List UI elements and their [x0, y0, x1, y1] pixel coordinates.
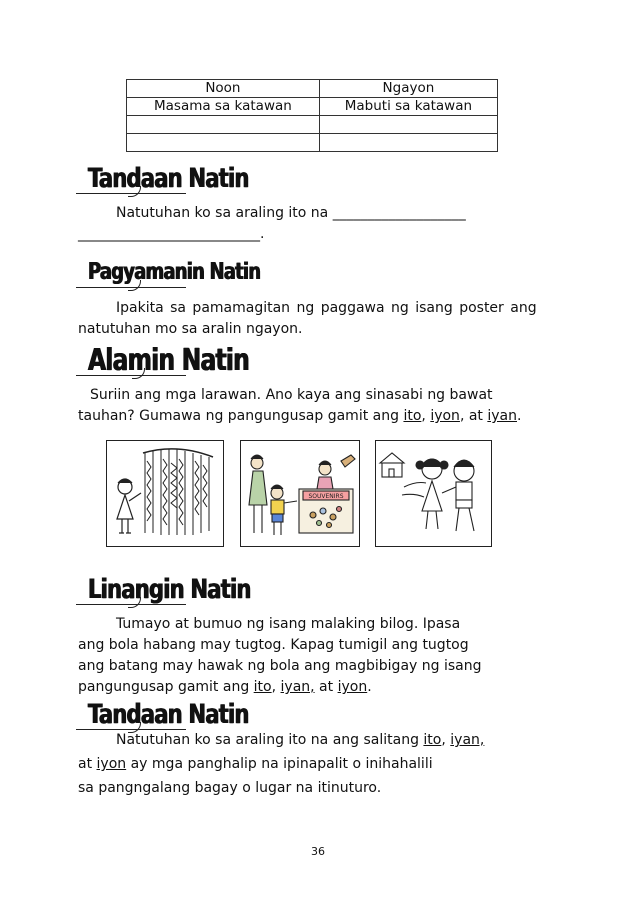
linangin-line-3: ang batang may hawak ng bola ang magbibigay ng isang [78, 658, 482, 674]
text-span: . [517, 408, 522, 424]
underlined-word-iyon: iyon [96, 756, 127, 772]
text-span: , at [459, 408, 488, 424]
table-cell [127, 134, 320, 152]
alamin-line-2 [78, 406, 521, 427]
kids-house-drawing [376, 441, 491, 546]
underlined-word-ito: ito [423, 732, 442, 748]
text-span: Natutuhan ko sa araling ito na ang salitang [116, 732, 424, 748]
section-heading-tandaan-natin: Tandaan Natin [88, 163, 249, 194]
table-header-ngayon: Ngayon [319, 80, 497, 98]
section-heading-alamin-natin: Alamin Natin [88, 343, 250, 378]
text-span: , [441, 732, 451, 748]
table-row [127, 134, 498, 152]
section-heading-pagyamanin-natin: Pagyamanin Natin [88, 259, 261, 285]
table-cell: Masama sa katawan [127, 98, 320, 116]
table-cell [127, 116, 320, 134]
souvenirs-sign: SOUVENIRS [308, 493, 344, 500]
heading-underline [76, 375, 186, 376]
tandaan-line-2: __________________________. [78, 226, 265, 242]
text-span: , [271, 679, 281, 695]
section-heading-tandaan-natin-2: Tandaan Natin [88, 699, 249, 730]
pagyamanin-line-1: Ipakita sa pamamagitan ng paggawa ng isang poster ang [116, 300, 537, 316]
linangin-line-2: ang bola habang may tugtog. Kapag tumigil ang tugtog [78, 637, 469, 653]
text-span: at [314, 679, 338, 695]
underlined-word-iyan: iyan, [280, 679, 315, 695]
tandaan2-line-2 [78, 754, 433, 775]
souvenir-stand-drawing [241, 441, 359, 546]
alamin-line-1: Suriin ang mga larawan. Ano kaya ang sinasabi ng bawat [90, 387, 493, 403]
illustration-girl-curtains [106, 440, 224, 547]
text-span: at [78, 756, 97, 772]
noon-ngayon-table [126, 79, 498, 152]
table-header-noon: Noon [127, 80, 320, 98]
pagyamanin-line-2: natutuhan mo sa aralin ngayon. [78, 321, 303, 337]
tandaan-line-1: Natutuhan ko sa araling ito na ___________________ [116, 205, 466, 221]
girl-curtains-drawing [107, 441, 223, 546]
underlined-word-iyan: iyan, [450, 732, 485, 748]
text-span: ay mga panghalip na ipinapalit o inihahalili [126, 756, 433, 772]
underlined-word-ito: ito [403, 408, 422, 424]
table-row [127, 98, 498, 116]
heading-swirl [128, 280, 141, 291]
text-span: . [367, 679, 372, 695]
underlined-word-iyon: iyon [430, 408, 460, 424]
underlined-word-ito: ito [253, 679, 272, 695]
table-cell: Mabuti sa katawan [319, 98, 497, 116]
text-span: tauhan? Gumawa ng pangungusap gamit ang [78, 408, 404, 424]
text-span: pangungusap gamit ang [78, 679, 254, 695]
tandaan2-line-3: sa pangngalang bagay o lugar na itinuturo. [78, 780, 382, 796]
table-row [127, 116, 498, 134]
linangin-line-1: Tumayo at bumuo ng isang malaking bilog. Ipasa [116, 616, 461, 632]
section-heading-linangin-natin: Linangin Natin [88, 574, 251, 605]
linangin-line-4 [78, 677, 372, 698]
illustration-souvenir-stand [240, 440, 360, 547]
underlined-word-iyon: iyon [337, 679, 368, 695]
table-cell [319, 134, 497, 152]
heading-swirl [128, 186, 141, 197]
heading-swirl [128, 597, 141, 608]
table-header-row [127, 80, 498, 98]
text-span: , [421, 408, 431, 424]
tandaan2-line-1 [116, 730, 484, 751]
illustration-kids-house [375, 440, 492, 547]
table-cell [319, 116, 497, 134]
underlined-word-iyan: iyan [487, 408, 517, 424]
page-number: 36 [311, 845, 325, 858]
